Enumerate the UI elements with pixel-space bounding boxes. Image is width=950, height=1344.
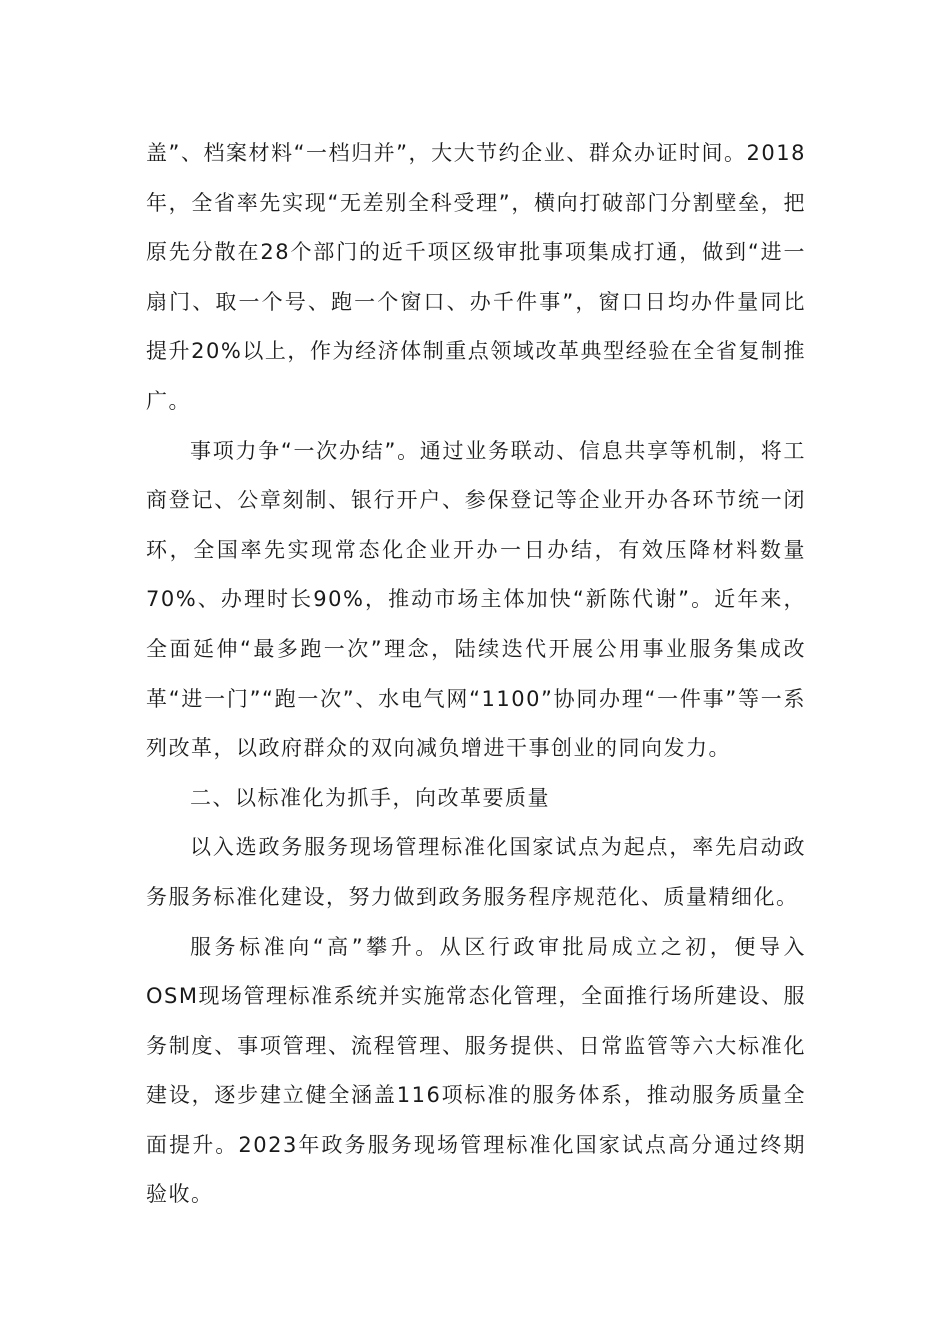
document-body xyxy=(146,129,806,1220)
section-heading: 二、以标准化为抓手，向改革要质量 xyxy=(190,785,550,810)
paragraph-3: 以入选政务服务现场管理标准化国家试点为起点，率先启动政务服务标准化建设，努力做到政务服务程序规范化、质量精细化。 xyxy=(146,835,806,909)
paragraph-4: 服务标准向“高”攀升。从区行政审批局成立之初，便导入OSM现场管理标准系统并实施常态化管理，全面推行场所建设、服务制度、事项管理、流程管理、服务提供、日常监管等六大标准化建设，逐步建立健全涵盖116项标准的服务体系，推动服务质量全面提升。2023年政务服务现场管理标准化国家试点高分通过终期验收。 xyxy=(146,934,806,1207)
paragraph-2: 事项力争“一次办结”。通过业务联动、信息共享等机制，将工商登记、公章刻制、银行开户、参保登记等企业开办各环节统一闭环，全国率先实现常态化企业开办一日办结，有效压降材料数量70%、办理时长90%，推动市场主体加快“新陈代谢”。近年来，全面延伸“最多跑一次”理念，陆续迭代开展公用事业服务集成改革“进一门”“跑一次”、水电气网“1100”协同办理“一件事”等一系列改革，以政府群众的双向减负增进干事创业的同向发力。 xyxy=(146,438,806,761)
paragraph-1: 盖”、档案材料“一档归并”，大大节约企业、群众办证时间。2018年，全省率先实现“无差别全科受理”，横向打破部门分割壁垒，把原先分散在28个部门的近千项区级审批事项集成打通，做到“进一扇门、取一个号、跑一个窗口、办千件事”，窗口日均办件量同比提升20%以上，作为经济体制重点领域改革典型经验在全省复制推广。 xyxy=(146,141,806,413)
